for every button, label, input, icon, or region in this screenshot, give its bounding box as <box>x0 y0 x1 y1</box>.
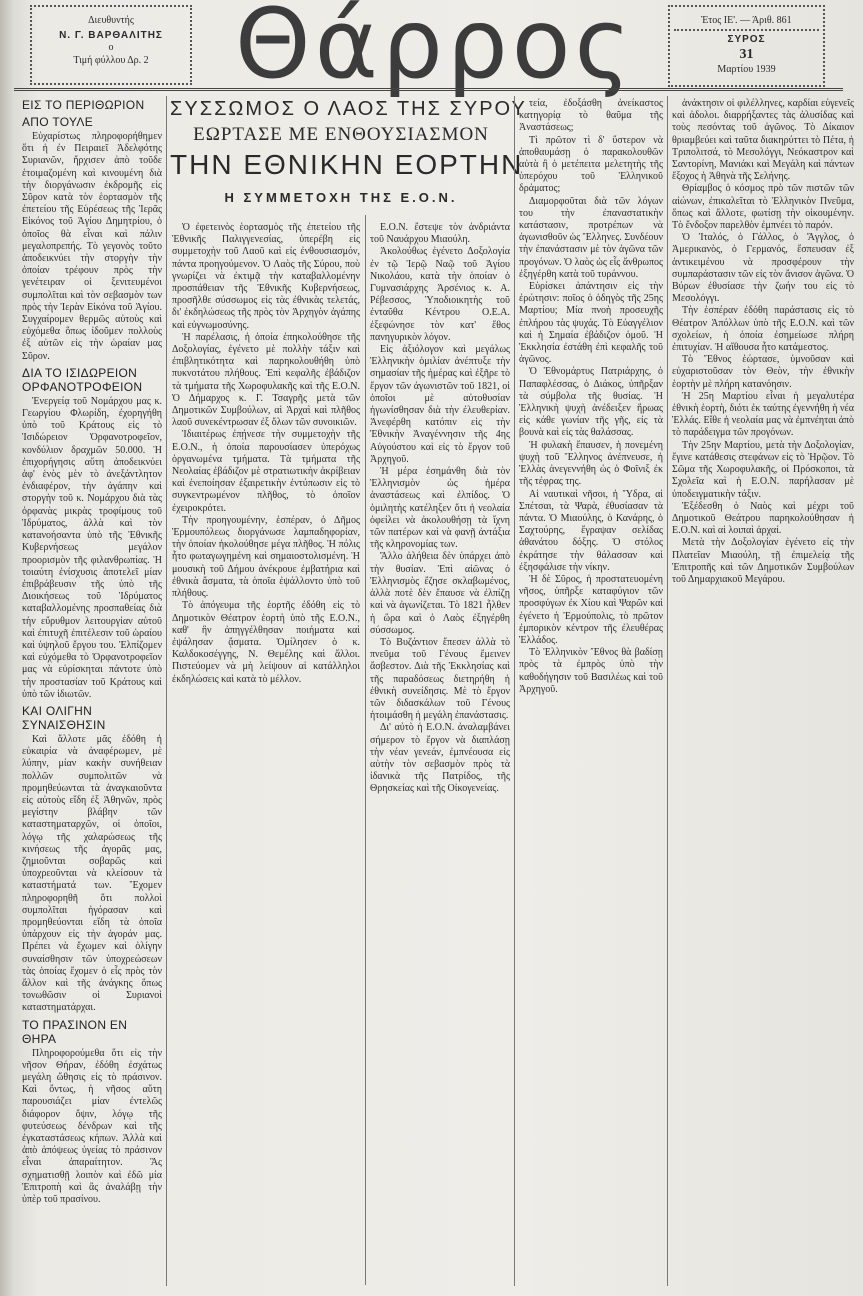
article-paragraph: Μετὰ τὴν Δοξολογίαν ἐγένετο εἰς τὴν Πλατεῖαν Μιαούλη, τῇ ἐπιμελείᾳ τῆς Ἐπιτροπῆς καὶ τῶν Δημοτικῶν Συμβούλων τοῦ Δημαρχιακοῦ Μεγάρου. <box>672 537 854 585</box>
article-paragraph: Καὶ ἄλλοτε μᾶς ἐδόθη ἡ εὐκαιρία νὰ ἀναφέρωμεν, μὲ λύπην, μίαν κακὴν συνήθειαν πολλῶν συμπολιτῶν νὰ προμηθεύωνται τὰ ἀναγκαιοῦντα εἰς αὐτοὺς εἴδη ἐξ Ἀθηνῶν, πρὸς μεγίστην βλάβην τῶν καταστηματαρχῶν, οἱ ὁποῖοι, λόγῳ τῆς χαλαρώσεως τῆς κινήσεως τῆς ἀγορᾶς μας, ζημιοῦνται σοβαρῶς καὶ ὑποχρεοῦνται νὰ κλείσουν τὰ καταστήματά των. Ἔχομεν πληροφορηθῆ ὅτι πολλοὶ συμπολῖται ἠγόρασαν καὶ προμηθεύονται εἴδη τὰ ὁποῖα ὑπάρχουν εἰς τὴν ἀγοράν μας. Πρέπει νὰ ἔχωμεν καὶ ὀλίγην συναίσθησιν τῶν ὑποχρεώσεων τὰς ὁποίας ἔχομεν ὁ εἷς πρὸς τὸν ἄλλον καὶ τῆς ἀνάγκης ὅπως τονωθῶσιν οἱ Συριανοὶ καταστηματάρχαι. <box>22 733 162 1014</box>
article-paragraph: Εὑρίσκει ἀπάντησιν εἰς τὴν ἐρώτησιν: ποῖος ὁ ὁδηγὸς τῆς 25ης Μαρτίου; Μία πνοὴ προσευχῆς ἐπλήρου τὰς ψυχάς. Τὸ Εὐαγγέλιον καὶ ἡ Σημαία ἐβάδιζον ὁμοῦ. Ἡ Ἐκκλησία ἐστάθη ἐπὶ κεφαλῆς τοῦ ἀγῶνος. <box>519 281 663 366</box>
place: ΣΥΡΟΣ <box>727 34 766 45</box>
column-5 <box>672 98 854 586</box>
article-paragraph: Εὐχαρίστως πληροφορήθημεν ὅτι ἡ ἐν Πειραιεῖ Ἀδελφότης Συριανῶν, ἤρχισεν ἀπὸ τοῦδε ἑτοιμαζομένη καὶ κινουμένη διὰ τὴν διοργάνωσιν ἐκδρομῆς εἰς Σῦρον κατὰ τὸν ἑορτασμὸν τῆς ἐπετείου τῆς Εὑρέσεως τῆς Ἱερᾶς Εἰκόνος τοῦ Ἁγίου Δημητρίου, ὁ ὁποῖος θὰ εἶναι καὶ πάλιν μεγαλοπρεπής. Τὸ γεγονὸς τοῦτο ἀποδεικνύει τὴν στοργὴν τὴν ὁποίαν τρέφουν πρὸς τὴν γενέτειραν οἱ ξενιτευμένοι συμπολῖται καὶ τὸν σεβασμὸν των πρὸς τὴν Ἱερὰν Εἰκόνα τοῦ Ἁγίου. Συγχαίρομεν θερμῶς αὐτοὺς καὶ εὐχόμεθα ὅπως ἰδοῦμεν πολλοὺς ἐξ αὐτῶν εἰς τὴν ὡραίαν μας Σῦρον. <box>22 131 162 362</box>
article-paragraph: Ἐξέδεσθη ὁ Ναὸς καὶ μέχρι τοῦ Δημοτικοῦ Θεάτρου παρηκολούθησαν ἡ Ε.Ο.Ν. καὶ αἱ λοιπαὶ ἀρχαί. <box>672 500 854 537</box>
column-3 <box>370 222 510 796</box>
issue-info-box <box>668 5 825 87</box>
article-paragraph: Τὸ Ἔθνος ἑώρτασε, ὑμνοῦσαν καὶ εὐχαριστοῦσαν τὸν Θεὸν, τὴν ἐθνικὴν ἑορτὴν μὲ πλήρη κατανόησιν. <box>672 354 854 390</box>
article-paragraph: Ἄλλο ἀλήθεια δὲν ὑπάρχει ἀπὸ τὴν θυσίαν. Ἐπὶ αἰῶνας ὁ Ἑλληνισμὸς ἔζησε σκλαβωμένος, ἀλλὰ ποτὲ δὲν ἔπαυσε νὰ ἐλπίζῃ καὶ νὰ ἀγωνίζεται. Τὸ 1821 ἦλθεν ἡ ὥρα καὶ ὁ Λαὸς ἐξηγέρθη σύσσωμος. <box>370 551 510 636</box>
column-4 <box>519 98 663 696</box>
article-paragraph: Ἡ παρέλασις, ἡ ὁποία ἐπηκολούθησε τῆς Δοξολογίας, ἐγένετο μὲ πολλὴν τάξιν καὶ ἐπιβλητικότητα καὶ παρηκολουθήθη ὑπὸ πυκνοτάτου πλήθους. Ἐπὶ κεφαλῆς ἐβάδιζον τὰ τμήματα τῆς Χωροφυλακῆς καὶ τῆς Ε.Ο.Ν. Ὁ Δήμαρχος κ. Γ. Τσαγρῆς μετὰ τῶν Δημοτικῶν Συμβούλων, αἱ Ἀρχαὶ καὶ πλῆθος λαοῦ συνεκέντρωσαν ἐξ ὅλων τῶν συνοικιῶν. <box>172 331 360 429</box>
column-divider <box>166 96 167 1286</box>
article-paragraph: Τὴν 25ην Μαρτίου, μετὰ τὴν Δοξολογίαν, ἔγινε κατάθεσις στεφάνων εἰς τὸ Ἡρῷον. Τὸ Σῶμα τῆς Χωροφυλακῆς, οἱ Πρόσκοποι, τὰ Σχολεῖα καὶ ἡ Ε.Ο.Ν. παρήλασαν μὲ ὑποδειγματικὴν τάξιν. <box>672 439 854 500</box>
separator: ο <box>108 42 114 53</box>
main-headline <box>170 96 527 209</box>
article-paragraph: Τὴν προηγουμένην, ἑσπέραν, ὁ Δῆμος Ἑρμουπόλεως διοργάνωσε λαμπαδηφορίαν, τὴν ὁποίαν ἠκολούθησε μέγα πλῆθος. Ἡ πόλις ἦτο φωταγωγημένη καὶ σημαιοστολισμένη. Ἡ μουσικὴ τοῦ Δήμου ἀνέκρουε ἐμβατήρια καὶ ἐθνικὰ ἄσματα, τὰ ὁποῖα ἐψάλλοντο ὑπὸ τοῦ πλήθους. <box>172 514 360 600</box>
headline-line-3: ΤΗΝ ΕΘΝΙΚΗΝ ΕΟΡΤΗΝ <box>170 149 524 180</box>
article-paragraph: Ἀκολούθως ἐγένετο Δοξολογία ἐν τῷ Ἱερῷ Ναῷ τοῦ Ἁγίου Νικολάου, κατὰ τὴν ὁποίαν ὁ Γυμνασιάρχης Ἀρσένιος κ. Α. Ρέβεσσος, Ὑποδιοικητὴς τοῦ ἐνταῦθα Κέντρου Ο.Ε.Α. ἐξεφώνησε τὸν κατ' ἔθος πανηγυρικὸν λόγον. <box>370 246 510 343</box>
section-heading: ΚΑΙ ΟΛΙΓΗΝ ΣΥΝΑΙΣΘΗΣΙΝ <box>22 703 106 732</box>
article-paragraph: Δι' αὐτὸ ἡ Ε.Ο.Ν. ἀναλαμβάνει σήμερον τὸ ἔργον νὰ διαπλάσῃ τὴν νέαν γενεάν, ἐμπνέουσα εἰς αὐτὴν τὸν σεβασμὸν πρὸς τὰ ἰδανικὰ τῆς Πατρίδος, τῆς Θρησκείας καὶ τῆς Οἰκογενείας. <box>370 722 510 795</box>
article-paragraph: Τὸ Βυζάντιον ἔπεσεν ἀλλὰ τὸ πνεῦμα τοῦ Γένους ἔμεινεν ἄσβεστον. Διὰ τῆς Ἐκκλησίας καὶ τῆς παραδόσεως διετηρήθη ἡ ἐθνικὴ συνείδησις. Μὲ τὸ ἔργον τῶν διδασκάλων τοῦ Γένους ἡτοιμάσθη ἡ μεγάλη ἐπανάστασις. <box>370 636 510 722</box>
article-paragraph: Τὸ ἀπόγευμα τῆς ἑορτῆς ἐδόθη εἰς τὸ Δημοτικὸν Θέατρον ἑορτὴ ὑπὸ τῆς Ε.Ο.Ν., καθ' ἣν ἀπηγγέλθησαν ποιήματα καὶ ἐψάλησαν ᾄσματα. Ὁμίλησεν ὁ κ. Καλδοκοσέγγης, Ν. Θεμέλης καὶ ἄλλοι. Πιστεύομεν νὰ μὴ λείψουν αἱ κατάλληλοι ἐκδηλώσεις καὶ κατὰ τὸ μέλλον. <box>172 600 360 685</box>
article-paragraph: Ἡ δὲ Σῦρος, ἡ προστατευομένη νῆσος, ὑπῆρξε καταφύγιον τῶν προσφύγων ἐκ Χίου καὶ Ψαρῶν καὶ ἐγένετο ἡ Ἑρμούπολις, τὸ πρῶτον ἐμπορικὸν κέντρον τῆς ἐλευθέρας Ἑλλάδος. <box>519 573 663 646</box>
article-paragraph: Θρίαμβος ὁ κόσμος πρὸ τῶν πιστῶν τῶν αἰώνων, ἐπικαλεῖται τὸ Ἑλληνικὸν Πνεῦμα, ὅπως καὶ ἄλλοτε, φωτίσῃ τὴν οἰκουμένην. Τὸ ἔνδοξον παρελθὸν ἐμπνέει τὸ παρόν. <box>672 183 854 232</box>
article-paragraph: ἀνάκτησιν οἱ φιλέλληνες, καρδίαι εὐγενεῖς καὶ ἀδολοι. διαρρήξαντες τὰς ἀλυσίδας καὶ τοὺς πεσόντας τοῦ ἀγῶνος. Τὸ Δίκαιον θριαμβεύει καὶ ταῦτα διακηρύττει τὸ Πέτα, ἡ Τριπολιτσά, τὸ Μεσολόγγι, Νεόκαστρον καὶ Σαντορίνη, Μανιάκι καὶ Μεγάλη καὶ πάντων ἔξοχος ἡ Ἀθηνὰ τῆς Σελήνης. <box>672 98 854 183</box>
article-paragraph: Ὁ Ἐθνομάρτυς Πατριάρχης, ὁ Παπαφλέσσας, ὁ Διάκος, ὑπῆρξαν τὰ σύμβολα τῆς θυσίας. Ἡ Ἑλληνικὴ ψυχὴ ἀνέδειξεν ἥρωας εἰς κάθε γωνίαν τῆς γῆς, εἰς τὰ βουνὰ καὶ εἰς τὰς θαλάσσας. <box>519 366 663 439</box>
section-heading: ΔΙΑ ΤΟ ΙΣΙΔΩΡΕΙΟΝ ΟΡΦΑΝΟΤΡΟΦΕΙΟΝ <box>22 365 143 394</box>
director-price-box <box>30 5 192 85</box>
article-paragraph: Εἰς ἀξιόλογον καὶ μεγάλως Ἑλληνικὴν ὁμιλίαν ἀνέπτυξε τὴν σημασίαν τῆς ἡμέρας καὶ ἐξῆρε τὸ ἔργον τῶν ἀγωνιστῶν τοῦ 1821, οἱ ὁποῖοι μὲ αὐτοθυσίαν ἠγωνίσθησαν διὰ τὴν ἐλευθερίαν. Ἀνεφέρθη κατόπιν εἰς τὴν Ἐθνικὴν Ἀναγέννησιν τῆς 4ης Αὐγούστου καὶ εἰς τὸ ἔργον τοῦ Ἀρχηγοῦ. <box>370 344 510 465</box>
article-paragraph: Ε.Ο.Ν. ἔστεψε τὸν ἀνδριάντα τοῦ Ναυάρχου Μιαούλη. <box>370 222 510 246</box>
article-paragraph: Ἡ μέρα ἐσημάνθη διὰ τὸν Ἑλληνισμὸν ὡς ἡμέρα ἀναστάσεως καὶ ἐλπίδος. Ὁ ὁμιλητὴς κατέληξεν ὅτι ἡ νεολαία ὀφείλει νὰ ἀκολουθήσῃ τὰ ἴχνη τῶν πατέρων καὶ νὰ φανῇ ἀντάξια τῆς κληρονομίας των. <box>370 466 510 551</box>
masthead-rule <box>14 88 843 91</box>
article-paragraph: τεία, ἐδοξάσθη ἀνείκαστος κατηγορίᾳ τὸ θαῦμα τῆς Ἀναστάσεως; <box>519 98 663 134</box>
column-2 <box>172 222 360 686</box>
section-heading: ΑΠΟ ΤΟΥΛΕ <box>22 115 94 129</box>
section-heading: ΤΟ ΠΡΑΣΙΝΟΝ ΕΝ ΘΗΡΑ <box>22 1017 128 1046</box>
article-paragraph: Πληροφορούμεθα ὅτι εἰς τὴν νῆσον Θήραν, ἐδόθη ἐσχάτως μεγάλη ὤθησις εἰς τὸ πράσινον. Καὶ ὄντως, ἡ νῆσος αὕτη παρουσιάζει μίαν ἐντελῶς διάφορον ὄψιν, λόγῳ τῆς φυτεύσεως δένδρων καὶ τῆς ἐγκαταστάσεως κήπων. Ἀλλὰ καὶ ἀπὸ ἀπόψεως ὑγείας τὸ πράσινον εἶναι ἀπαραίτητον. Ἂς σχηματισθῇ λοιπὸν καὶ ἐδῶ μία Ἐπιτροπὴ καὶ ἂς ἀναλάβῃ τὴν ὑπὲρ τοῦ πρασίνου. <box>22 1047 162 1206</box>
headline-line-2: ΕΩΡΤΑΣΕ ΜΕ ΕΝΘΟΥΣΙΑΣΜΟΝ <box>193 124 489 145</box>
headline-subhead: Η ΣΥΜΜΕΤΟΧΗ ΤΗΣ Ε.Ο.Ν. <box>224 190 458 205</box>
article-paragraph: Ὁ ἐφετεινὸς ἑορτασμὸς τῆς ἐπετείου τῆς Ἐθνικῆς Παλιγγενεσίας, ὑπερέβη εἰς συμμετοχὴν τοῦ Λαοῦ καὶ εἰς ἐνθουσιασμόν, πάντα προηγούμενον. Ὁ Λαὸς τῆς Σύρου, ποὺ γνωρίζει νὰ ἐκτιμᾷ τὴν καταβαλλομένην προσπάθειαν τῆς Ἐθνικῆς Κυβερνήσεως, προσῆλθε σύσσωμος εἰς τὰς ἐθνικὰς τελετάς, δι' ἐκδηλώσεως τῆς πρὸς τὸν Ἀρχηγὸν ἀγάπης καὶ εὐγνωμοσύνης. <box>172 222 360 331</box>
article-paragraph: Αἱ ναυτικαὶ νῆσοι, ἡ Ὕδρα, αἱ Σπέτσαι, τὰ Ψαρὰ, ἐθυσίασαν τὰ πάντα. Ὁ Μιαούλης, ὁ Κανάρης, ὁ Σαχτούρης, ἔγραψαν σελίδας ἀθανάτου δόξης. Ὁ στόλος ἐκράτησε τὴν θάλασσαν καὶ ἐξησφάλισε τὴν νίκην. <box>519 488 663 573</box>
article-paragraph: Τὴν ἑσπέραν ἐδόθη παράστασις εἰς τὸ Θέατρον Ἀπόλλων ὑπὸ τῆς Ε.Ο.Ν. καὶ τῶν σχολείων, ἡ ὁποία ἐσημείωσε πλήρη ἐπιτυχίαν. Ἡ αἴθουσα ἦτο κατάμεστος. <box>672 305 854 354</box>
issue-day: 31 <box>739 47 754 62</box>
newspaper-title: Θάρρος <box>235 0 635 100</box>
price: Τιμή φύλλου Δρ. 2 <box>73 55 149 66</box>
article-paragraph: Τὸ Ἑλληνικὸν Ἔθνος θὰ βαδίσῃ πρὸς τὰ ἐμπρὸς ὑπὸ τὴν καθοδήγησιν τοῦ Βασιλέως καὶ τοῦ Ἀρχηγοῦ. <box>519 647 663 695</box>
director-name: Ν. Γ. ΒΑΡΘΑΛΙΤΗΣ <box>59 30 163 41</box>
article-paragraph: Ἰδιαιτέρως ἐπῄνεσε τὴν συμμετοχὴν τῆς Ε.Ο.Ν., ἡ ὁποία παρουσίασεν ὑπερόχως ὀργανωμένα τμήματα. Τὰ τμήματα τῆς Νεολαίας ἐβάδιζον μὲ στρατιωτικὴν ἀκρίβειαν καὶ ἐνεποίησαν ἐξαιρετικὴν ἐντύπωσιν εἰς τὸ συγκεντρωμένον πλῆθος, τὸ ὁποῖον ἐχειροκρότει. <box>172 429 360 514</box>
column-divider <box>365 215 366 1285</box>
article-paragraph: Ὁ Ἰταλός, ὁ Γάλλος, ὁ Ἄγγλος, ὁ Ἀμερικανὸς, ὁ Γερμανός, ἔσπευσαν ἐξ ἀντικειμένου νὰ προσφέρουν τὴν συμπαράστασιν τῶν εἰς τὸν ἄνισον ἀγῶνα. Ὁ Βύρων ἐθυσίασε τὴν ζωήν του εἰς τὸ Μεσολόγγι. <box>672 232 854 305</box>
headline-line-1: ΣΥΣΣΩΜΟΣ Ο ΛΑΟΣ ΤΗΣ ΣΥΡΟΥ <box>170 98 527 120</box>
year-issue: Έτος ΙΕ'. — Άριθ. 861 <box>701 15 792 26</box>
section-heading: ΕΙΣ ΤΟ ΠΕΡΙΘΩΡΙΟΝ <box>22 98 145 112</box>
director-label: Διευθυντής <box>88 15 134 26</box>
column-divider <box>667 96 668 1286</box>
article-paragraph: Διαμορφοῦται διὰ τῶν λόγων του τὴν ἐπαναστατικὴν κατάστασιν, προτρέπων νὰ ἀγωνισθοῦν ὡς Ἕλληνες. Συνδέουν τὴν ἐπανάστασιν μὲ τὸν ἀγῶνα τῶν προγόνων. Ὁ λαὸς ὡς εἷς ἄνθρωπος ἐξηγέρθη κατὰ τοῦ τυράννου. <box>519 195 663 280</box>
article-paragraph: Ἐνεργείᾳ τοῦ Νομάρχου μας κ. Γεωργίου Φλωρίδη, ἐχορηγήθη ὑπὸ τοῦ Κράτους εἰς τὸ Ἰσιδώρειον Ὀρφανοτροφεῖον, κονδύλιον δραχμῶν 50.000. Ἡ ἐπιχορήγησις αὕτη ἀποδεικνύει ἀφ' ἑνὸς μὲν τὸ ἀνεξάντλητον ἐνδιαφέρον, τὴν ἀγάπην καὶ στοργὴν τοῦ κ. Νομάρχου διὰ τὰς ὀρφανὰς μικρὰς τροφίμους τοῦ Ἱδρύματος, ἀλλὰ καὶ τὸν κατανοήσαντα ὑπὸ τῆς Ἐθνικῆς Κυβερνήσεως μεγάλον προορισμὸν τῆς φιλανθρωπίας. Ἡ τοιαύτη ἐνίσχυσις ἀποτελεῖ μίαν ἐπιβράβευσιν τῆς ὑπὸ τῆς Διοικήσεως τοῦ Ἱδρύματος καταβαλλομένης προσπαθείας διὰ τὴν εὔρυθμον λειτουργίαν αὐτοῦ καὶ ἐπιτυχῆ ἐπιτέλεσιν τοῦ ὡραίου καὶ ὑψηλοῦ ἔργου του. Ἐλπίζομεν καὶ εὐχόμεθα τὸ Ὀρφανοτροφεῖον μας νὰ εὑρίσκηται πάντοτε ὑπὸ τὴν προστασίαν τοῦ Κράτους καὶ ὑπὸ τῶν ἰδιωτῶν. <box>22 395 162 700</box>
issue-month-year: Μαρτίου 1939 <box>717 64 776 75</box>
column-1 <box>22 95 162 1206</box>
column-divider <box>514 96 515 1286</box>
article-paragraph: Ἡ φυλακὴ ἔπαυσεν, ἡ πονεμένη ψυχὴ τοῦ Ἕλληνος ἀνέπνευσε, ἡ Ἑλλὰς ἀνεγεννήθη ὡς ὁ Φοῖνιξ ἐκ τῆς τέφρας της. <box>519 439 663 488</box>
article-paragraph: Ἡ 25η Μαρτίου εἶναι ἡ μεγαλυτέρα ἐθνικὴ ἑορτὴ, διότι ἐκ ταύτης ἐγεννήθη ἡ νέα Ἑλλάς. Εἴθε ἡ νεολαία μας νὰ ἐμπνέηται ἀπὸ τὸ παράδειγμα τῶν προγόνων. <box>672 390 854 439</box>
article-paragraph: Τὶ πρῶτον τὶ δ' ὕστερον νὰ ἀποθαυμάσῃ ὁ παρακολουθῶν αὐτὰ ἢ ὁ μετέπειτα μελετητὴς τῆς ὑπερόχου τοῦ Ἑλληνικοῦ δράματος; <box>519 134 663 195</box>
